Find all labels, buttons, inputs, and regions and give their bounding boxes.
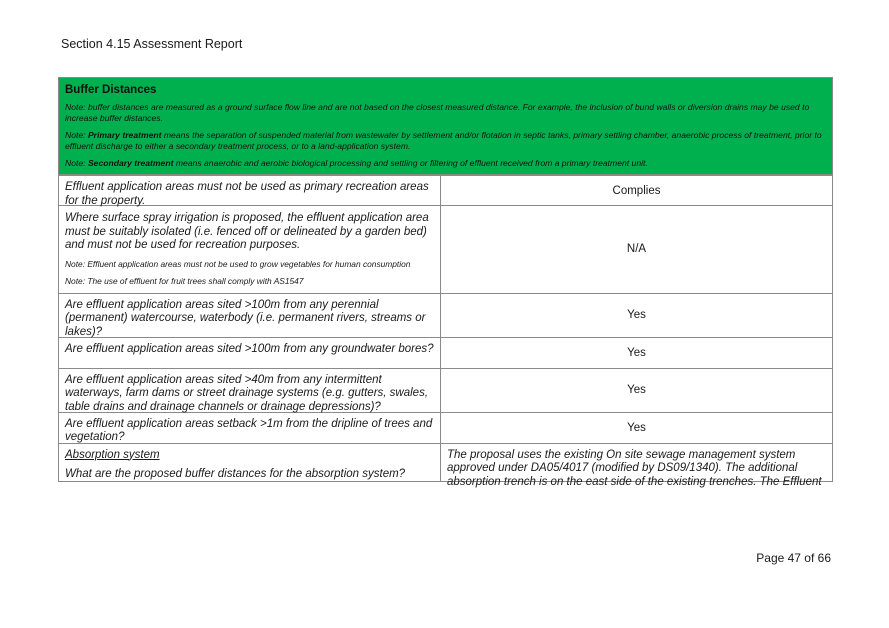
table-row <box>59 412 832 443</box>
question-cell: Effluent application areas must not be used as primary recreation areas for the property. <box>59 176 441 205</box>
answer-cell: Yes <box>627 421 646 434</box>
answer-cell: The proposal uses the existing On site sewage management system approved under DA05/4017 (modified by DS09/1340). The additional absorption trench is on the east side of the existing trenches. The Effluent <box>447 448 822 488</box>
answer-cell: N/A <box>626 243 647 256</box>
answer-cell: Yes <box>627 346 646 359</box>
table-row <box>59 175 832 205</box>
section-title: Buffer Distances <box>65 84 157 96</box>
subheading: Absorption system <box>65 448 160 461</box>
question-cell: Are effluent application areas sited >100m from any perennial (permanent) watercourse, waterbody (i.e. permanent rivers, streams or lakes)? <box>59 294 441 337</box>
table-row <box>59 443 832 488</box>
answer-cell: Yes <box>627 309 646 321</box>
answer-cell: Complies <box>612 184 661 197</box>
table-row <box>59 293 832 337</box>
question-cell: Are effluent application areas sited >100m from any groundwater bores? <box>59 338 441 368</box>
question-cell: Absorption system What are the proposed buffer distances for the absorption system? <box>59 444 441 481</box>
question-cell: Are effluent application areas sited >40m from any intermittent waterways, farm dams or street drainage systems (e.g. gutters, swales, table drains and drainage channels or drainage depressions)? <box>59 369 441 412</box>
page-number: Page 47 of 66 <box>756 551 831 565</box>
note-text: Note: The use of effluent for fruit trees shall comply with AS1547 <box>65 275 304 286</box>
table-row <box>59 368 832 412</box>
question-cell: Where surface spray irrigation is proposed, the effluent application area must be suitably isolated (i.e. fenced off or delineated by a garden bed) and must not be used for recreation purposes. Note: Effluent application areas must not be used to grow vegetables for human consumption Note: The use of effluent for fruit trees shall comply with AS1547 <box>59 206 441 293</box>
table-row <box>59 337 832 368</box>
section-note-1: Note: buffer distances are measured as a ground surface flow line and are not based on the closest measured distance. For example, the inclusion of bund walls or diversion drains may be used to increase buffer distances. <box>65 102 810 123</box>
page-header-title: Section 4.15 Assessment Report <box>61 37 243 51</box>
section-note-3: Note: Secondary treatment means anaerobic and aerobic biological processing and settling or filtering of effluent received from a primary treatment unit. <box>65 158 648 168</box>
section-note-2: Note: Primary treatment means the separation of suspended material from wastewater by settlement and/or flotation in septic tanks, primary settling chamber, anaerobic process of treatment, prior to effluent discharge to either a secondary treatment process, or to a land-application system. <box>65 130 822 151</box>
question-cell: Are effluent application areas setback >1m from the dripline of trees and vegetation? <box>59 413 441 443</box>
table-row <box>59 205 832 293</box>
section-header <box>59 78 832 175</box>
note-text: Note: Effluent application areas must not be used to grow vegetables for human consumption <box>65 258 411 269</box>
buffer-distances-table <box>58 77 833 488</box>
answer-cell: Yes <box>627 384 646 396</box>
